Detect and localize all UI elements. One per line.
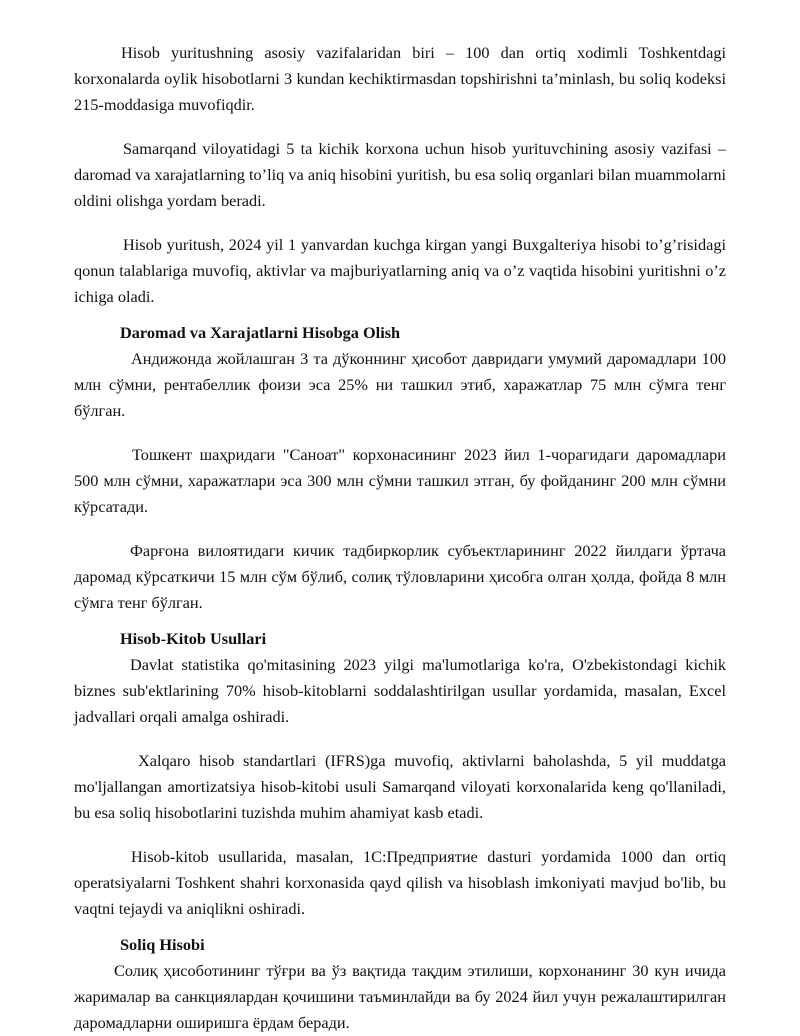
intro-paragraph-2: Samarqand viloyatidagi 5 ta kichik korxona uchun hisob yurituvchining asosiy vazifasi – daromad va xarajatlarning to’liq va aniq hisobini yuritish, bu esa soliq organlari bilan muammolarni oldini olishga yordam beradi. bbox=[74, 139, 726, 210]
section-heading-income-expenses: Daromad va Xarajatlarni Hisobga Olish bbox=[120, 323, 401, 342]
section-heading-accounting-methods: Hisob-Kitob Usullari bbox=[120, 629, 267, 648]
intro-paragraph-1: Hisob yuritushning asosiy vazifalaridan biri – 100 dan ortiq xodimli Toshkentdagi korxonalarda oylik hisobotlarni 3 kundan kechiktirmasdan topshirishni ta’minlash, bu soliq kodeksi 215-moddasiga muvofiqdir. bbox=[74, 43, 726, 114]
section3-paragraph-1: Солиқ ҳисоботининг тўғри ва ўз вақтида тақдим этилиши, корхонанинг 30 кун ичида жарималар ва санкциялардан қочишини таъминлайди ва бу 2024 йил учун режалаштирилган даромадларни оширишга ёрдам беради. bbox=[74, 961, 726, 1032]
section1-paragraph-3: Фарғона вилоятидаги кичик тадбиркорлик субъектларининг 2022 йилдаги ўртача даромад кўрсаткичи 15 млн сўм бўлиб, солиқ тўловларини ҳисобга олган ҳолда, фойда 8 млн сўмга тенг бўлган. bbox=[74, 541, 726, 612]
section2-paragraph-2: Xalqaro hisob standartlari (IFRS)ga muvofiq, aktivlarni baholashda, 5 yil muddatga mo'ljallangan amortizatsiya hisob-kitobi usuli Samarqand viloyati korxonalarida keng qo'llaniladi, bu esa soliq hisobotlarini tuzishda muhim ahamiyat kasb etadi. bbox=[74, 751, 726, 822]
section1-paragraph-2: Тошкент шаҳридаги "Саноат" корхонасининг 2023 йил 1-чорагидаги даромадлари 500 млн сўмни, харажатлари эса 300 млн сўмни ташкил этган, бу фойданинг 200 млн сўмни кўрсатади. bbox=[74, 445, 726, 516]
section2-paragraph-1: Davlat statistika qo'mitasining 2023 yilgi ma'lumotlariga ko'ra, O'zbekistondagi kichik biznes sub'ektlarining 70% hisob-kitoblarni soddalashtirilgan usullar yordamida, masalan, Excel jadvallari orqali amalga oshiradi. bbox=[74, 655, 726, 726]
section-heading-tax-accounting: Soliq Hisobi bbox=[120, 935, 205, 954]
section2-paragraph-3: Hisob-kitob usullarida, masalan, 1C:Предприятие dasturi yordamida 1000 dan ortiq operatsiyalarni Toshkent shahri korxonasida qayd qilish va hisoblash imkoniyati mavjud bo'lib, bu vaqtni tejaydi va aniqlikni oshiradi. bbox=[74, 847, 726, 918]
section1-paragraph-1: Андижонда жойлашган 3 та дўконнинг ҳисобот давридаги умумий даромадлари 100 млн сўмни, рентабеллик фоизи эса 25% ни ташкил этиб, харажатлар 75 млн сўмга тенг бўлган. bbox=[74, 349, 726, 420]
intro-paragraph-3: Hisob yuritush, 2024 yil 1 yanvardan kuchga kirgan yangi Buxgalteriya hisobi to’g’risidagi qonun talablariga muvofiq, aktivlar va majburiyatlarning aniq va o’z vaqtida hisobini yuritishni o’z ichiga oladi. bbox=[74, 235, 726, 306]
